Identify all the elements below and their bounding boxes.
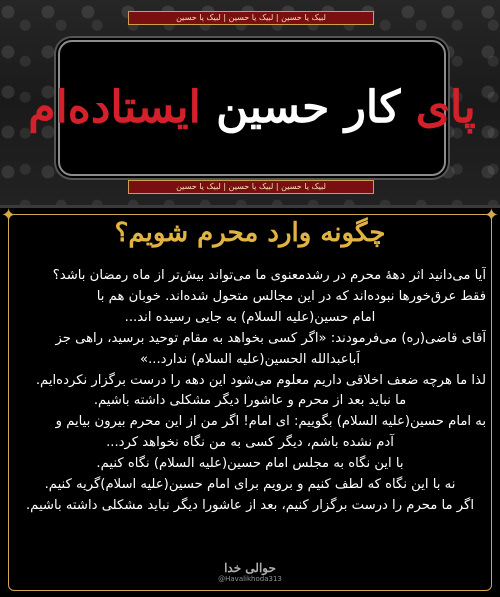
banner-title-part-3: ایستاده‌ام [28,82,201,133]
article-line: نه با این نگاه که لطف کنیم و برویم برای امام حسین(علیه اسلام)گریه کنیم. [44,477,456,493]
corner-ornament-icon: ✦ [1,205,17,226]
article-line: لذا ما هرچه ضعف اخلاقی داریم معلوم می‌شود این دهه را درست برگزار نکرده‌ایم. [35,372,486,388]
banner-bottom-strip-text: لبیک یا حسین | لبیک یا حسین | لبیک یا حسین [176,182,326,191]
logo-handle: @Havalikhoda313 [218,575,282,583]
article-line: ما نباید بعد از محرم و عاشورا دیگر مشکلی داشته باشیم. [93,393,407,409]
article-line: اگر ما محرم را درست برگزار کنیم، بعد از عاشورا دیگر نباید مشکلی داشته باشیم. [25,497,474,513]
article-line: آیا می‌دانید اثر دههٔ محرم در رشدمعنوی ما می‌تواند بیش‌تر از ماه رمضان باشد؟ [52,268,486,283]
banner-top-strip-text: لبیک یا حسین | لبیک یا حسین | لبیک یا حسین [176,13,326,22]
banner-bottom-strip [128,180,374,194]
article-line: با این نگاه به مجلس امام حسین(علیه السلام) نگاه کنیم. [96,456,404,472]
article-line: آقای قاضی(ره) می‌فرمودند: «اگر کسی بخواهد به مقام توحید برسید، راهی جز [55,330,486,346]
banner-title-part-2: کار حسین [200,82,416,133]
watermark-logo [208,552,292,592]
article-line: امام حسین(علیه السلام) به جایی رسیده اند... [124,309,376,325]
corner-ornament-icon: ✦ [483,205,499,226]
header-banner [0,0,500,205]
article-body [14,266,486,517]
article-line: به امام حسین(علیه السلام) بگوییم: ای امام! اگر من از این محرم بیرون بیایم و [55,414,486,430]
banner-title [28,82,476,133]
article-heading: چگونه وارد محرم شویم؟ [114,218,386,248]
banner-title-plate [28,40,476,176]
banner-divider [0,205,500,208]
logo-name: حوالی خدا [224,561,276,575]
article-line: اَباعبدالله الحسین(علیه السلام) ندارد...» [140,351,360,367]
banner-top-strip [128,11,374,25]
article-line: فقط عرق‌خورها نبوده‌اند که در این مجالس متحول شده‌اند. خوبان هم با [96,288,486,304]
article-line: آدم نشده باشم، دیگر کسی به من نگاه نخواهد کرد... [106,435,394,451]
banner-title-part-1: پای [415,82,476,133]
